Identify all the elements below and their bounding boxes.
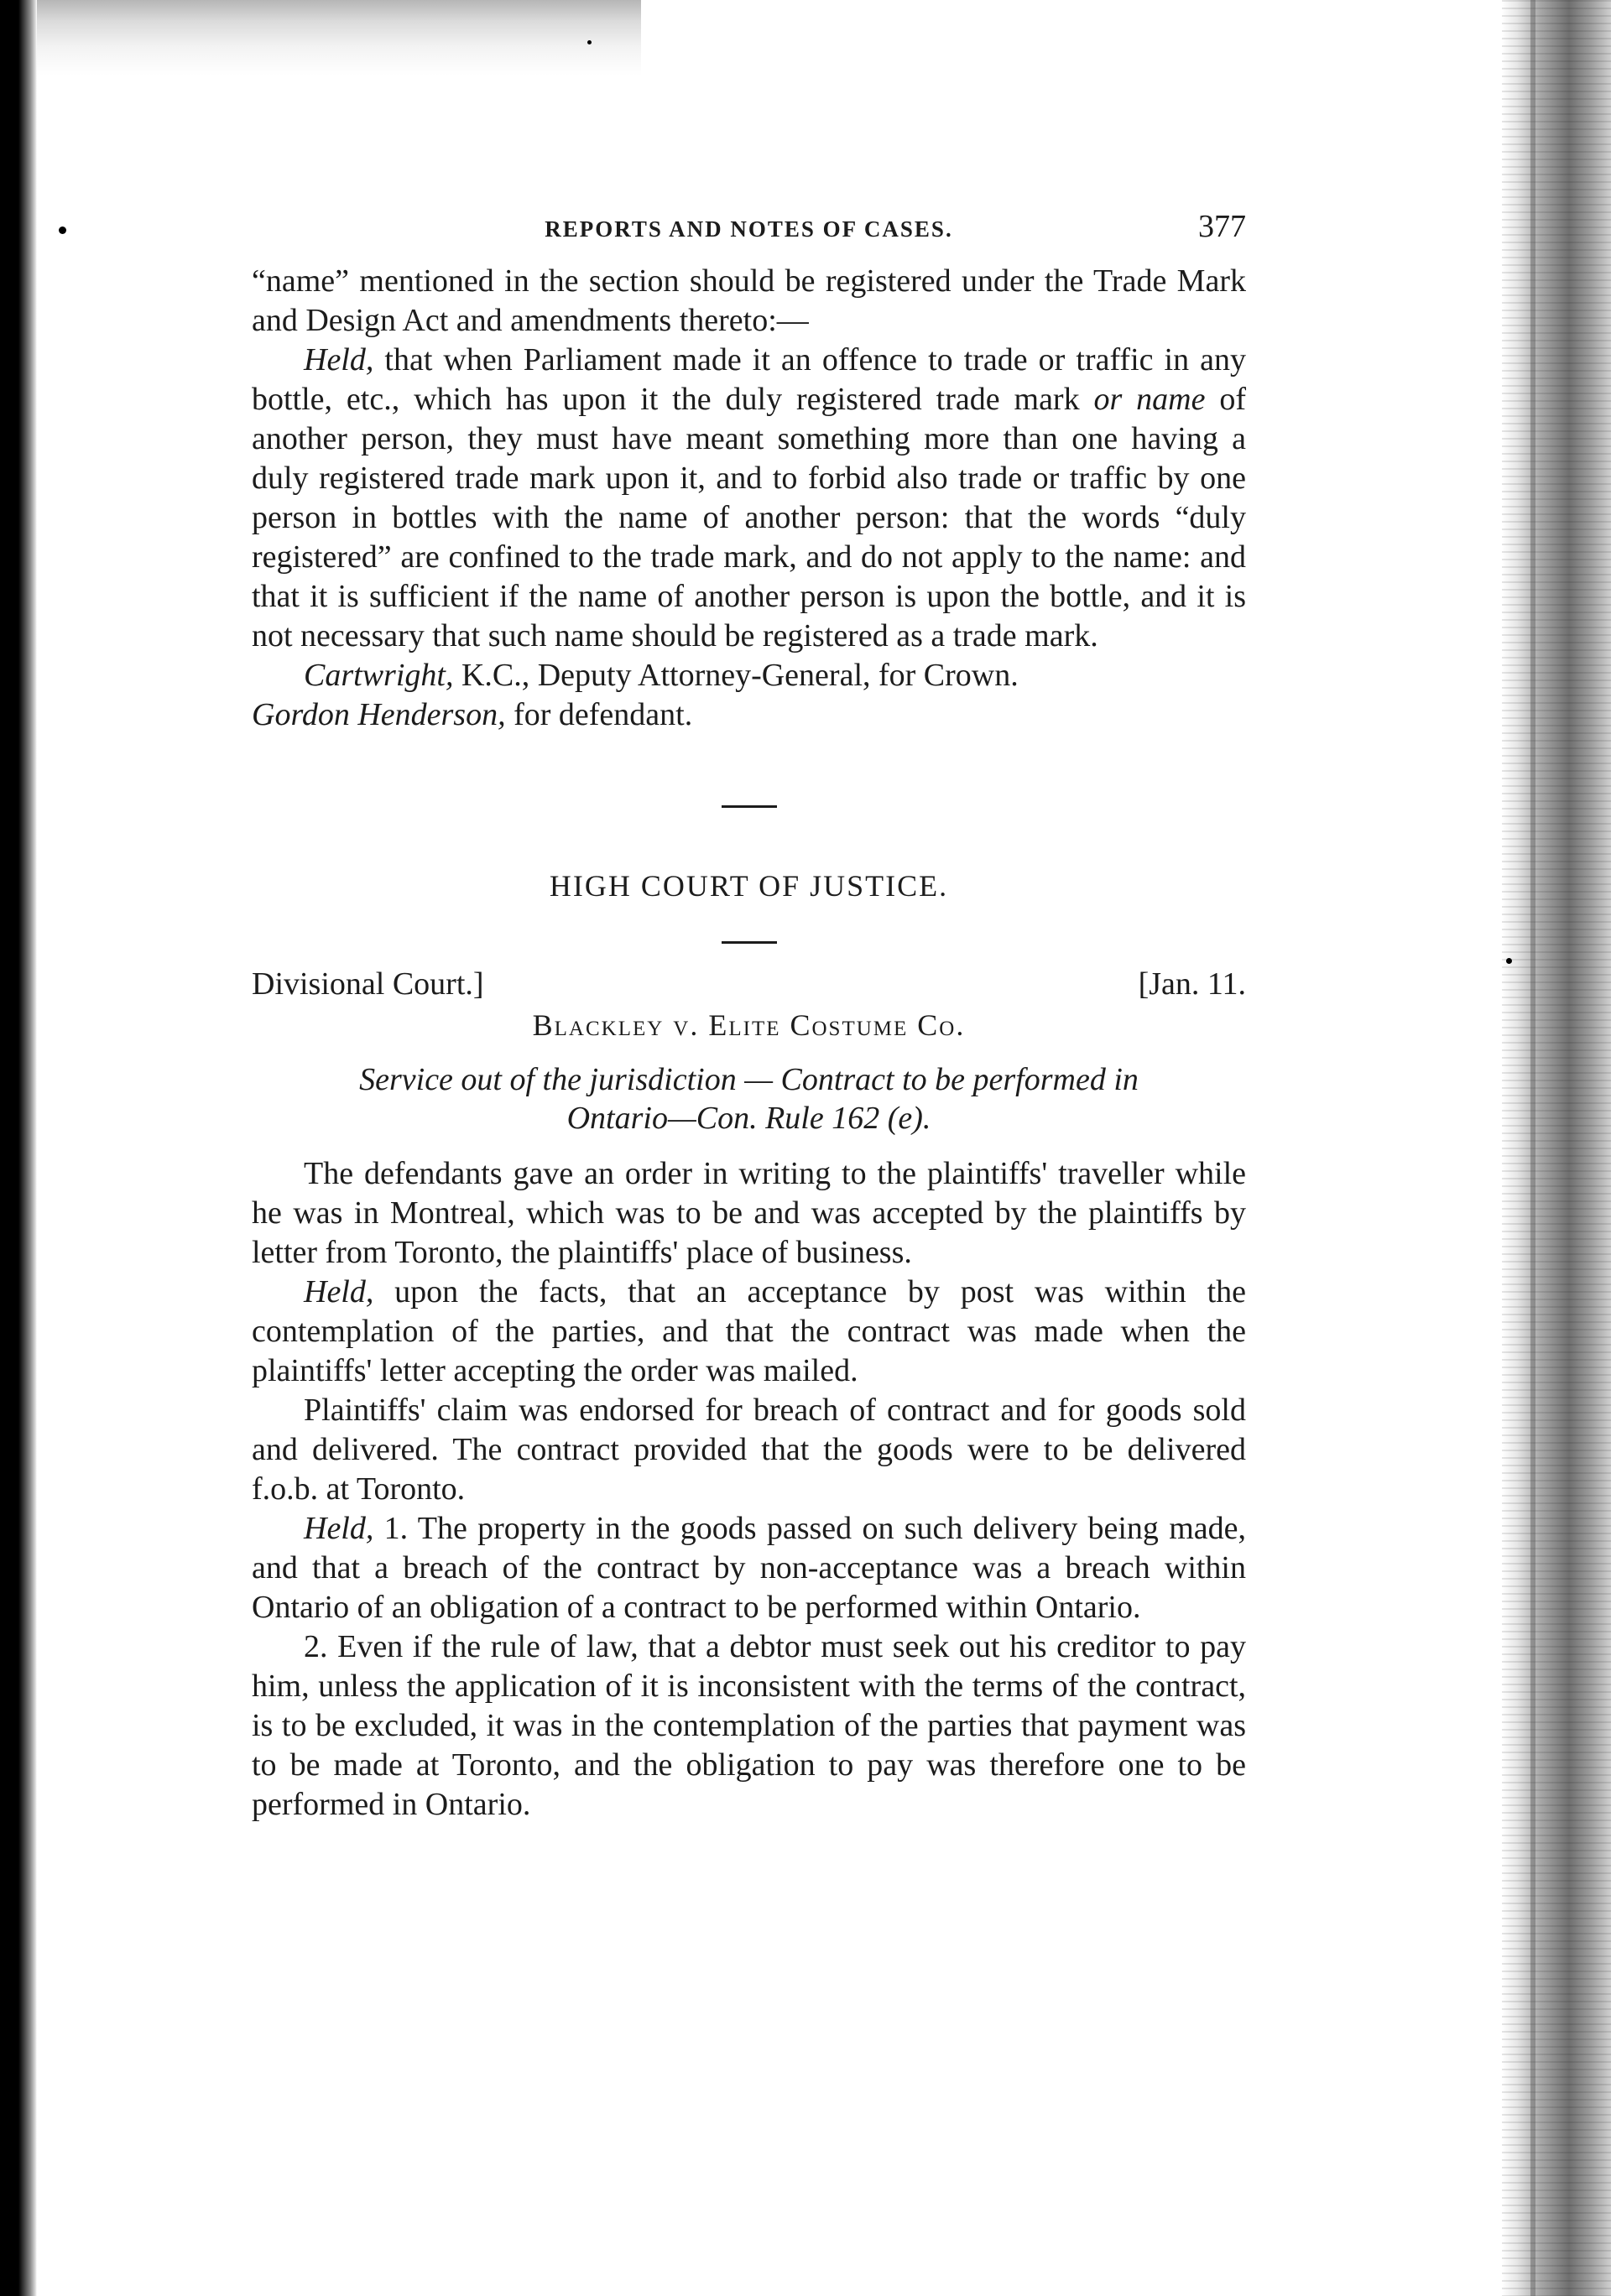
page-number: 377 <box>1198 209 1246 244</box>
paragraph-held-property <box>252 1509 1246 1627</box>
running-title: REPORTS AND NOTES OF CASES. <box>545 216 953 242</box>
book-page <box>252 193 1246 1825</box>
held-label: Held, <box>304 1274 374 1309</box>
counsel-defendant-name: Gordon Henderson, <box>252 697 506 732</box>
paragraph-statute-question: “name” mentioned in the section should be registered under the Trade Mark and Design Act and amendments thereto:— <box>252 263 1246 338</box>
court-name: Divisional Court.] <box>252 966 484 1002</box>
held-label: Held, <box>304 342 374 377</box>
paragraph-debtor-rule: 2. Even if the rule of law, that a debtor must seek out his creditor to pay him, unless the application of it is inconsistent with the terms of the contract, is to be excluded, it was in the contemplation of the parties that payment was to be made at Toronto, and the obligation to pay was therefore one to be performed in Ontario. <box>252 1629 1246 1822</box>
paragraph-held <box>252 341 1246 656</box>
counsel-defendant-role: for defendant. <box>505 697 693 732</box>
case-court-date-line <box>252 966 1246 1006</box>
counsel-crown-name: Cartwright, <box>304 658 454 693</box>
scan-speck <box>59 226 66 234</box>
counsel-defendant <box>252 695 1246 735</box>
scan-edge-right-shadow <box>1530 0 1535 2296</box>
paragraph-facts: The defendants gave an order in writing to the plaintiffs' traveller while he was in Montreal, which was to be and was accepted by the plaintiffs by letter from Toronto, the plaintiffs' place of business. <box>252 1156 1246 1270</box>
running-header <box>252 193 1246 243</box>
scan-edge-top <box>37 0 641 75</box>
scan-edge-left <box>0 0 37 2296</box>
held-acceptance-text: upon the facts, that an acceptance by post was within the contemplation of the parties, and that the contract was made when the plaintiffs' letter accepting the order was mailed. <box>252 1274 1246 1388</box>
headnote-line-2: Ontario—Con. Rule 162 (e). <box>566 1101 931 1136</box>
scan-speck <box>1506 958 1512 964</box>
held-property-text: 1. The property in the goods passed on such delivery being made, and that a breach of the contract by non-acceptance was a breach within Ontario of an obligation of a contract to be performed within Ontario. <box>252 1511 1246 1625</box>
paragraph-held-acceptance <box>252 1273 1246 1391</box>
held-text-b: of another person, they must have meant something more than one having a duly registered trade mark upon it, and to forbid also trade or traffic by one person in bottles with the name of another person: that the words “duly registered” are confined to the trade mark, and do not apply to the name: and that it is sufficient if the name of another person is upon the bottle, and it is not necessary that such name should be registered as a trade mark. <box>252 382 1247 653</box>
scan-edge-right <box>1502 0 1611 2296</box>
counsel-crown <box>252 656 1246 695</box>
paragraph-claim: Plaintiffs' claim was endorsed for breach of contract and for goods sold and delivered. The contract provided that the goods were to be delivered f.o.b. at Toronto. <box>252 1393 1246 1507</box>
held-label: Held, <box>304 1511 374 1546</box>
held-text-a: that when Parliament made it an offence to trade or traffic in any bottle, etc., which has upon it the duly registered trade mark <box>252 342 1246 417</box>
court-heading: HIGH COURT OF JUSTICE. <box>549 869 949 903</box>
case-name: Blackley v. Elite Costume Co. <box>532 1008 966 1042</box>
headnote-line-1: Service out of the jurisdiction — Contract to be performed in <box>359 1062 1139 1097</box>
scan-speck <box>587 40 592 44</box>
held-or-name: or name <box>1093 382 1206 417</box>
decision-date: [Jan. 11. <box>1138 966 1246 1002</box>
counsel-crown-role: K.C., Deputy Attorney-General, for Crown. <box>453 658 1019 693</box>
